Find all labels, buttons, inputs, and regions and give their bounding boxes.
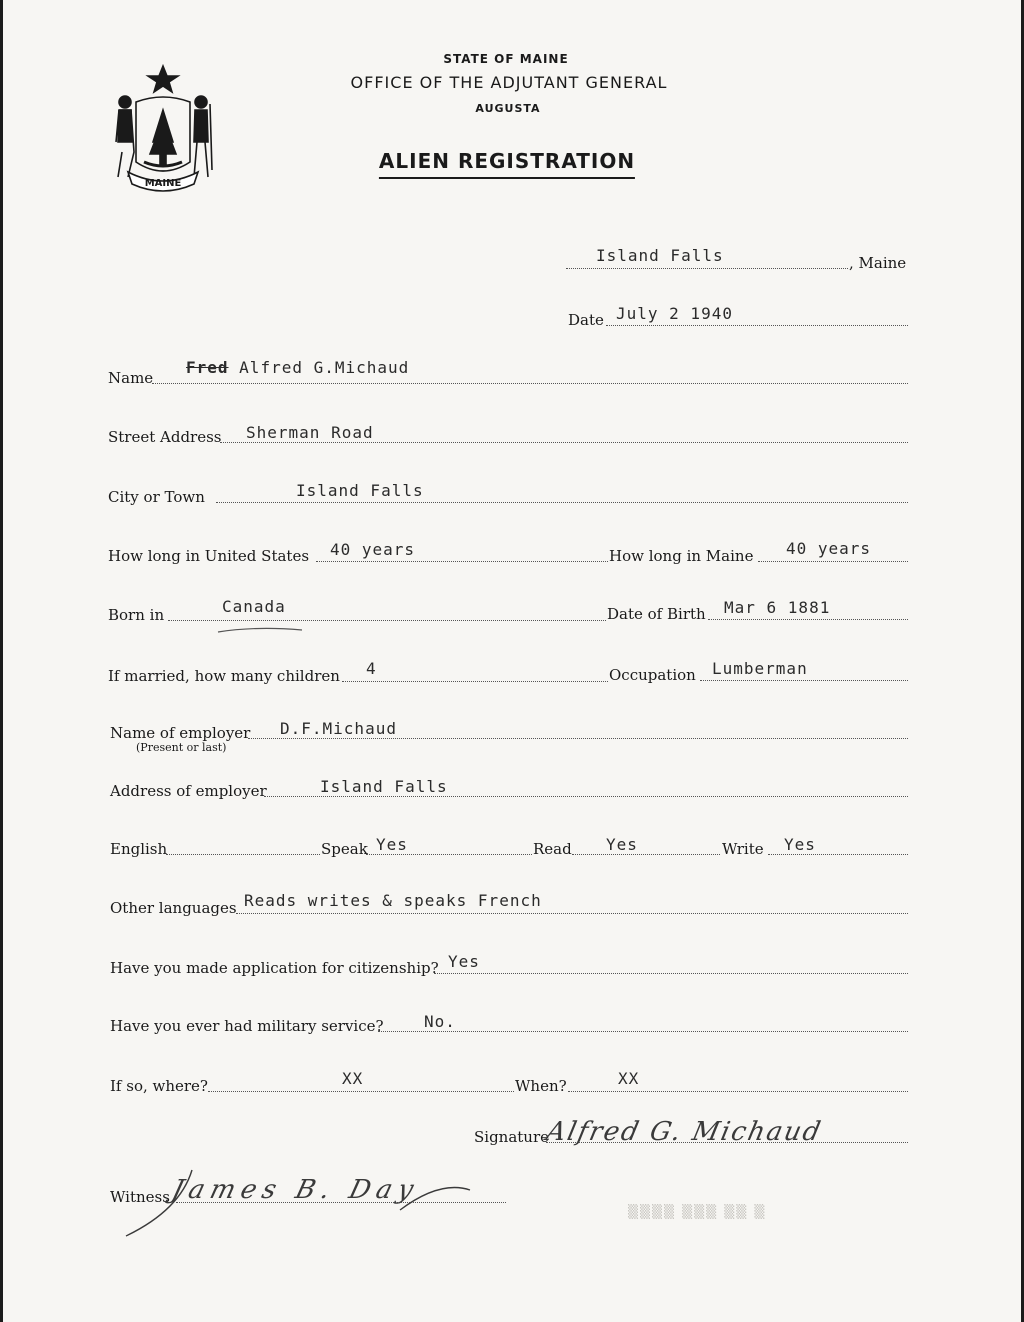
- occupation-label: Occupation: [609, 666, 696, 684]
- born-value: Canada: [222, 597, 286, 616]
- witness-handwriting: [120, 1160, 500, 1240]
- date-dots: [606, 325, 908, 326]
- when-label: When?: [515, 1077, 567, 1095]
- speak-value: Yes: [376, 835, 408, 854]
- english-dots: [166, 854, 320, 855]
- write-value: Yes: [784, 835, 816, 854]
- witness-label: Witness: [110, 1188, 170, 1206]
- employer-note: (Present or last): [136, 741, 227, 754]
- dob-value: Mar 6 1881: [724, 598, 831, 617]
- children-label: If married, how many children: [108, 667, 340, 685]
- when-value: XX: [618, 1069, 640, 1088]
- citizenship-label: Have you made application for citizenship?: [110, 959, 439, 977]
- location-state-label: , Maine: [849, 254, 907, 272]
- employer-value: D.F.Michaud: [280, 719, 397, 738]
- name-dots: [152, 383, 908, 384]
- svg-text:James B. Day: James B. Day: [168, 1174, 423, 1205]
- born-dots: [168, 620, 606, 621]
- when-dots: [568, 1091, 908, 1092]
- write-label: Write: [722, 840, 764, 858]
- military-label: Have you ever had military service?: [110, 1017, 384, 1035]
- write-dots: [768, 854, 908, 855]
- english-label: English: [110, 840, 168, 858]
- other-languages-value: Reads writes & speaks French: [244, 891, 542, 910]
- street-label: Street Address: [108, 428, 222, 446]
- us-duration-value: 40 years: [330, 540, 416, 559]
- faint-received-stamp: ▒▒▒▒ ▒▒▒ ▒▒ ▒: [628, 1205, 767, 1220]
- other-languages-dots: [236, 913, 908, 914]
- signature-label: Signature: [474, 1128, 550, 1146]
- city-value: Island Falls: [296, 481, 424, 500]
- name-value: Alfred G.Michaud: [239, 358, 410, 377]
- children-dots: [342, 681, 608, 682]
- header-office: OFFICE OF THE ADJUTANT GENERAL: [350, 73, 668, 92]
- us-duration-label: How long in United States: [108, 547, 310, 565]
- employer-address-value: Island Falls: [320, 777, 448, 796]
- svg-text:Alfred G. Michaud: Alfred G. Michaud: [543, 1117, 825, 1147]
- header-city: AUGUSTA: [475, 102, 541, 115]
- children-value: 4: [366, 659, 377, 678]
- city-label: City or Town: [108, 488, 205, 506]
- name-struck-text: Fred: [186, 358, 229, 377]
- where-label: If so, where?: [110, 1077, 208, 1095]
- employer-label: Name of employer: [110, 724, 251, 742]
- name-label: Name: [108, 369, 154, 387]
- other-languages-label: Other languages: [110, 899, 237, 917]
- occupation-value: Lumberman: [712, 659, 808, 678]
- street-dots: [220, 442, 908, 443]
- scan-edge-left: [0, 0, 3, 1322]
- name-value-row: [186, 358, 409, 377]
- born-label: Born in: [108, 606, 165, 624]
- military-value: No.: [424, 1012, 456, 1031]
- speak-dots: [366, 854, 532, 855]
- city-dots: [216, 502, 908, 503]
- date-value: July 2 1940: [616, 304, 733, 323]
- maine-state-seal-icon: [108, 62, 218, 192]
- read-label: Read: [533, 840, 572, 858]
- where-value: XX: [342, 1069, 364, 1088]
- employer-address-dots: [264, 796, 908, 797]
- read-dots: [572, 854, 720, 855]
- svg-text:MAINE: MAINE: [144, 178, 182, 189]
- dob-label: Date of Birth: [607, 605, 706, 623]
- born-underline-mark: [216, 624, 306, 636]
- maine-duration-value: 40 years: [786, 539, 872, 558]
- maine-duration-dots: [758, 561, 908, 562]
- location-dots: [566, 268, 848, 269]
- speak-label: Speak: [321, 840, 368, 858]
- date-label: Date: [568, 311, 604, 329]
- dob-dots: [708, 619, 908, 620]
- maine-duration-label: How long in Maine: [609, 547, 754, 565]
- citizenship-value: Yes: [448, 952, 480, 971]
- military-dots: [378, 1031, 908, 1032]
- header-state: STATE OF MAINE: [443, 52, 569, 66]
- employer-address-label: Address of employer: [110, 782, 267, 800]
- location-town-value: Island Falls: [596, 246, 724, 265]
- occupation-dots: [700, 680, 908, 681]
- citizenship-dots: [434, 973, 908, 974]
- read-value: Yes: [606, 835, 638, 854]
- signature-handwriting: [543, 1108, 888, 1158]
- form-title: ALIEN REGISTRATION: [379, 149, 635, 179]
- where-dots: [208, 1091, 514, 1092]
- street-value: Sherman Road: [246, 423, 374, 442]
- employer-dots: [248, 738, 908, 739]
- us-duration-dots: [316, 561, 608, 562]
